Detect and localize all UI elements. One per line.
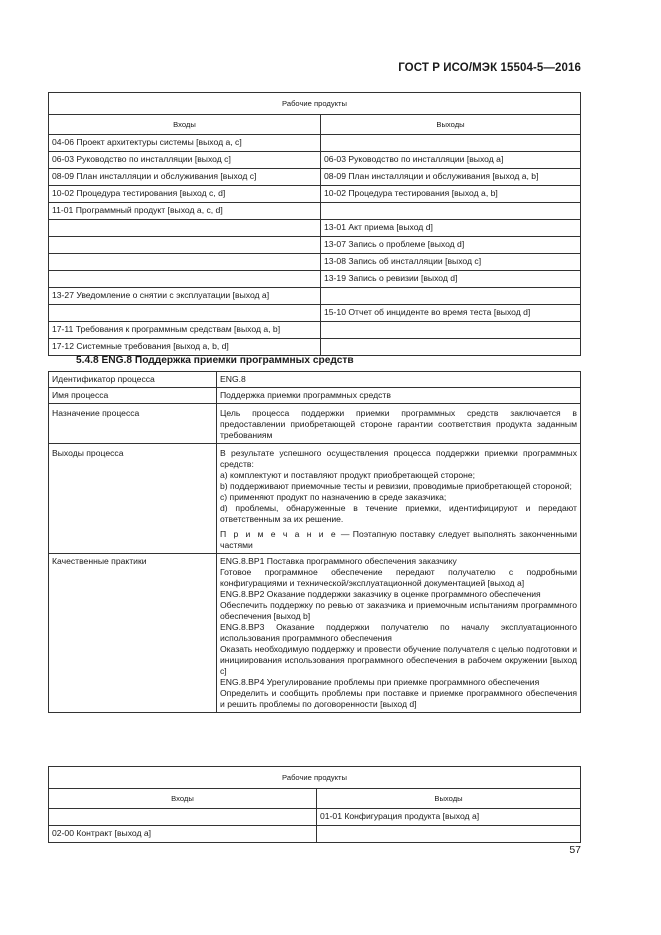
practice-line: Готовое программное обеспечение передают получателю с подробными конфигурациями и технической/эксплуатационной документацией [выход a] [220, 567, 577, 588]
table-row [49, 305, 581, 322]
practice-line: ENG.8.BP1 Поставка программного обеспечения заказчику [220, 556, 457, 566]
practice-line: Обеспечить поддержку по ревью от заказчика и приемочным испытаниям программного обеспечения [выход b] [220, 600, 577, 621]
process-purpose-value: Цель процесса поддержки приемки программных средств заключается в предоставлении приобретающей стороне гарантии соответствия продукта заданным требованиям [217, 404, 581, 444]
table-row [49, 203, 581, 220]
table-row [49, 135, 581, 152]
practice-line: Определить и сообщить проблемы при поставке и приемке программного обеспечения и решить проблемы по договоренности [выход d] [220, 688, 577, 709]
input-cell: 17-11 Требования к программным средствам [выход a, b] [49, 322, 321, 339]
table-row [49, 826, 581, 843]
process-outputs-label: Выходы процесса [49, 444, 217, 554]
practices-cell [217, 554, 581, 713]
process-output-line: b) поддерживают приемочные тесты и ревизии, проводимые приобретающей стороной; [220, 481, 572, 491]
input-cell: 08-09 План инсталляции и обслуживания [выход c] [49, 169, 321, 186]
output-cell [321, 288, 581, 305]
process-output-line: c) применяют продукт по назначению в среде заказчика; [220, 492, 447, 502]
note-label: П р и м е ч а н и е [220, 529, 338, 539]
table-row [49, 220, 581, 237]
process-id-value: ENG.8 [217, 372, 581, 388]
document-header: ГОСТ Р ИСО/МЭК 15504-5—2016 [398, 62, 581, 74]
output-cell: 13-19 Запись о ревизии [выход d] [321, 271, 581, 288]
table-row [49, 254, 581, 271]
practice-line: ENG.8.BP4 Урегулирование проблемы при приемке программного обеспечения [220, 677, 540, 687]
output-cell: 06-03 Руководство по инсталляции [выход a] [321, 152, 581, 169]
process-output-line: d) проблемы, обнаруженные в течение приемки, идентифицируют и передают ответственным за их решение. [220, 503, 577, 524]
output-cell [321, 322, 581, 339]
process-name-label: Имя процесса [49, 388, 217, 404]
output-cell: 13-07 Запись о проблеме [выход d] [321, 237, 581, 254]
output-cell: 08-09 План инсталляции и обслуживания [выход a, b] [321, 169, 581, 186]
input-cell [49, 305, 321, 322]
output-cell: 15-10 Отчет об инциденте во время теста [выход d] [321, 305, 581, 322]
process-purpose-label: Назначение процесса [49, 404, 217, 444]
section-title: 5.4.8 ENG.8 Поддержка приемки программных средств [76, 355, 354, 366]
input-cell: 17-12 Системные требования [выход a, b, d] [49, 339, 321, 356]
table-caption: Рабочие продукты [49, 93, 581, 115]
practice-line: ENG.8.BP2 Оказание поддержки заказчику в оценке программного обеспечения [220, 589, 541, 599]
input-cell: 13-27 Уведомление о снятии с эксплуатации [выход a] [49, 288, 321, 305]
work-products-table-2 [48, 766, 581, 843]
page-number: 57 [569, 844, 581, 856]
process-id-label: Идентификатор процесса [49, 372, 217, 388]
output-cell: 13-01 Акт приема [выход d] [321, 220, 581, 237]
output-cell [317, 826, 581, 843]
practice-line: ENG.8.BP3 Оказание поддержки получателю по началу эксплуатационного использования программного обеспечения [220, 622, 577, 643]
practices-label: Качественные практики [49, 554, 217, 713]
table-row [49, 186, 581, 203]
column-header-outputs: Выходы [317, 789, 581, 809]
process-output-line: В результате успешного осуществления процесса поддержки приемки программных средств: [220, 448, 577, 469]
practice-line: Оказать необходимую поддержку и провести обучение получателя с целью подготовки и инициирования использования программного обеспечения в рабочем окружении [выход c] [220, 644, 577, 676]
column-header-inputs: Входы [49, 789, 317, 809]
input-cell [49, 237, 321, 254]
input-cell [49, 809, 317, 826]
note-text: — Поэтапную поставку следует выполнять законченными частями [220, 529, 577, 550]
table-row [49, 339, 581, 356]
input-cell [49, 271, 321, 288]
process-outputs-cell [217, 444, 581, 554]
input-cell: 02-00 Контракт [выход a] [49, 826, 317, 843]
process-name-value: Поддержка приемки программных средств [217, 388, 581, 404]
output-cell [321, 135, 581, 152]
process-description-table [48, 371, 581, 713]
table-row [49, 152, 581, 169]
input-cell: 10-02 Процедура тестирования [выход c, d] [49, 186, 321, 203]
output-cell: 13-08 Запись об инсталляции [выход c] [321, 254, 581, 271]
input-cell [49, 254, 321, 271]
table-caption: Рабочие продукты [49, 767, 581, 789]
output-cell: 10-02 Процедура тестирования [выход a, b] [321, 186, 581, 203]
input-cell: 06-03 Руководство по инсталляции [выход c] [49, 152, 321, 169]
process-output-line: a) комплектуют и поставляют продукт приобретающей стороне; [220, 470, 476, 480]
input-cell [49, 220, 321, 237]
output-cell: 01-01 Конфигурация продукта [выход a] [317, 809, 581, 826]
table-row [49, 288, 581, 305]
column-header-outputs: Выходы [321, 115, 581, 135]
input-cell: 11-01 Программный продукт [выход a, c, d] [49, 203, 321, 220]
output-cell [321, 203, 581, 220]
table-row [49, 237, 581, 254]
column-header-inputs: Входы [49, 115, 321, 135]
table-row [49, 271, 581, 288]
table-row [49, 322, 581, 339]
process-outputs-note [220, 529, 577, 551]
table-row [49, 169, 581, 186]
table-row [49, 809, 581, 826]
output-cell [321, 339, 581, 356]
input-cell: 04-06 Проект архитектуры системы [выход a, c] [49, 135, 321, 152]
work-products-table-1 [48, 92, 581, 356]
